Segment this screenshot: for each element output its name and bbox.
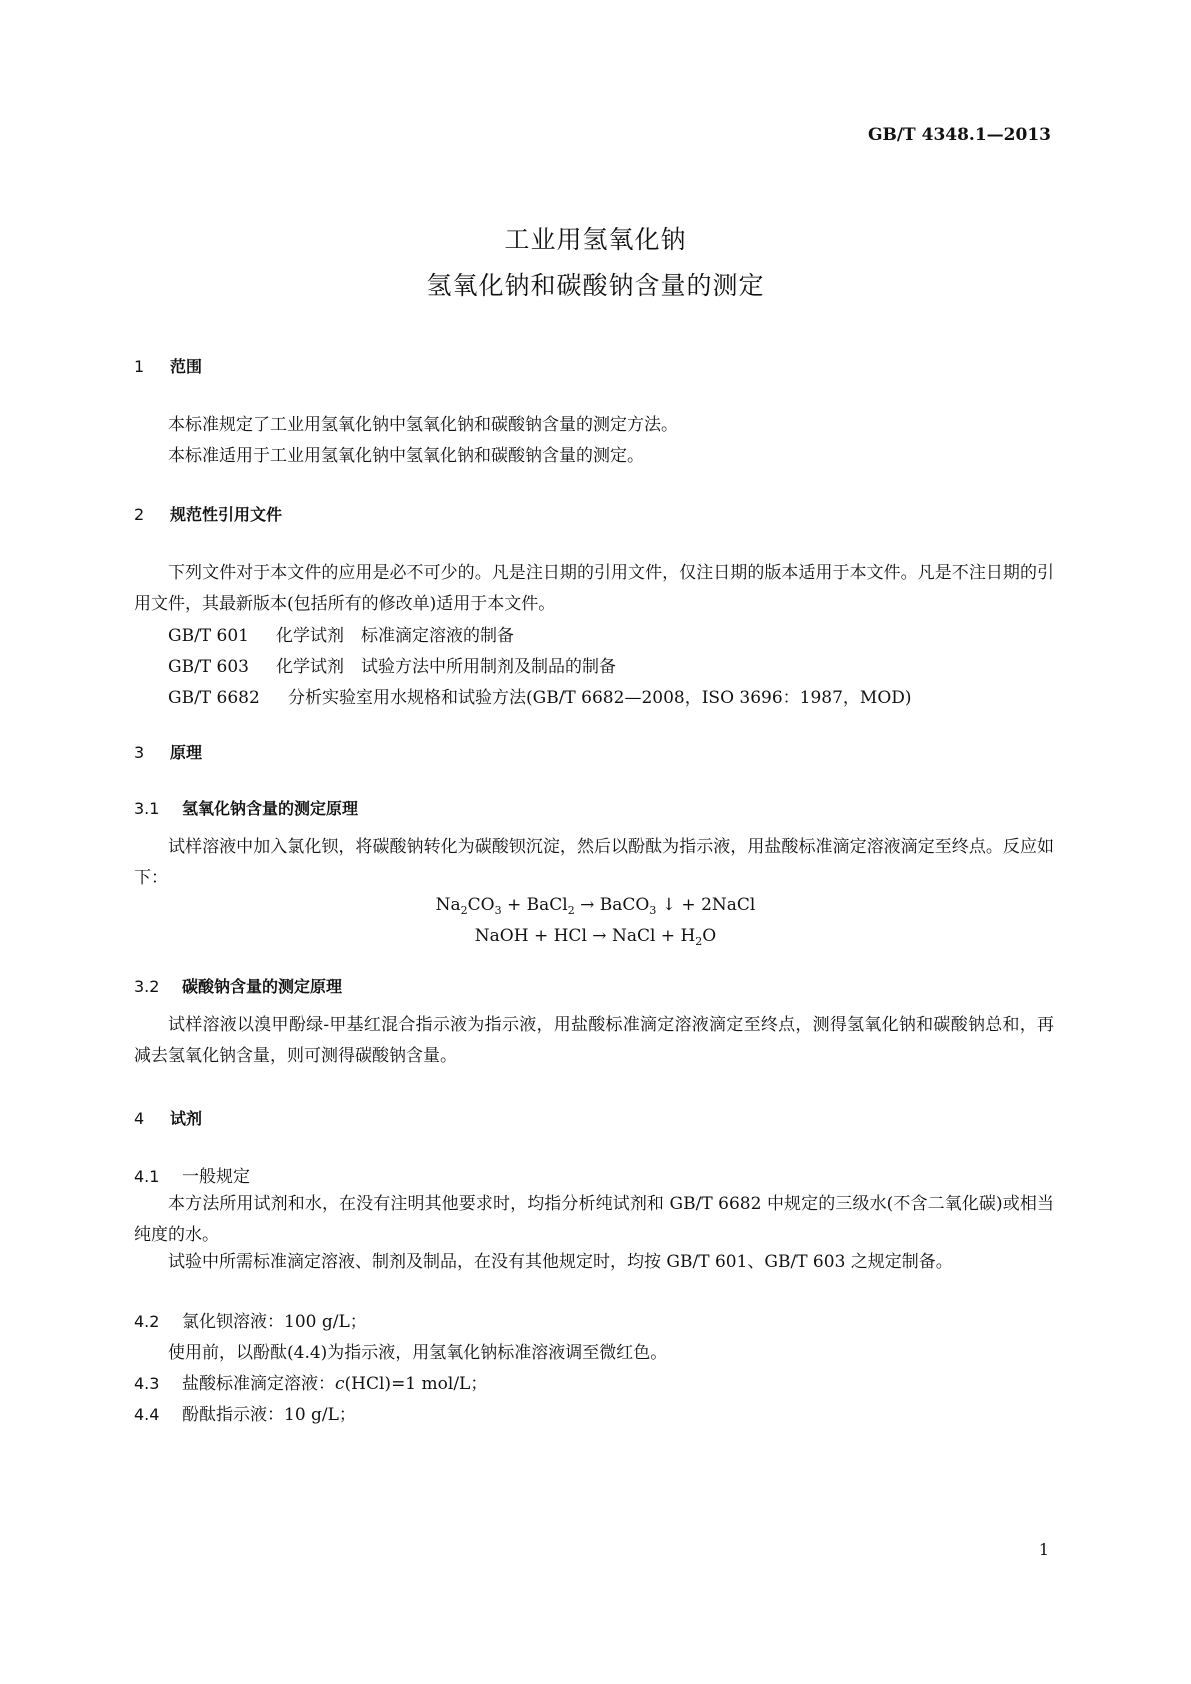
principle-3-2-paragraph: 试样溶液以溴甲酚绿-甲基红混合指示液为指示液，用盐酸标准滴定溶液滴定至终点，测得氢氧化钠和碳酸钠总和，再减去氢氧化钠含量，则可测得碳酸钠含量。 bbox=[134, 1015, 1054, 1066]
equation-1: $Na_2CO_3$ + BaCl$_2$ → BaCO$_3$ ↓ + 2NaCl bbox=[435, 895, 756, 917]
subsection-number: 3.2 bbox=[134, 977, 160, 996]
subsection-3-2-heading bbox=[134, 974, 342, 997]
reference-code: GB/T 603 bbox=[168, 657, 249, 677]
scope-paragraph-2: 本标准适用于工业用氢氧化钠中氢氧化钠和碳酸钠含量的测定。 bbox=[168, 446, 644, 466]
reference-code: GB/T 6682 bbox=[168, 688, 260, 708]
item-number: 4.3 bbox=[134, 1374, 160, 1393]
item-number: 4.2 bbox=[134, 1312, 160, 1331]
arrow-icon: → bbox=[586, 926, 612, 946]
subsection-4-1-heading bbox=[134, 1162, 250, 1187]
reference-item bbox=[168, 652, 616, 677]
item-text: 盐酸标准滴定溶液： bbox=[182, 1374, 335, 1394]
item-number: 4.4 bbox=[134, 1405, 160, 1424]
reagent-4-4 bbox=[134, 1400, 356, 1425]
reference-code: GB/T 601 bbox=[168, 626, 249, 646]
equation-2: NaOH + HCl → NaCl + $H_2O$ bbox=[474, 926, 717, 948]
concentration-symbol: c bbox=[335, 1374, 345, 1394]
scope-paragraph-1: 本标准规定了工业用氢氧化钠中氢氧化钠和碳酸钠含量的测定方法。 bbox=[168, 415, 678, 435]
item-text-value: (HCl)=1 mol/L； bbox=[344, 1374, 488, 1394]
subsection-title: 氢氧化钠含量的测定原理 bbox=[182, 799, 359, 818]
arrow-icon: → bbox=[574, 895, 600, 915]
section-3-heading bbox=[134, 740, 202, 763]
document-title-line-1: 工业用氢氧化钠 bbox=[504, 225, 687, 254]
document-title-line-2: 氢氧化钠和碳酸钠含量的测定 bbox=[426, 271, 765, 300]
general-paragraph-2: 试验中所需标准滴定溶液、制剂及制品，在没有其他规定时，均按 GB/T 601、GB/T 603 之规定制备。 bbox=[168, 1252, 953, 1272]
reagent-4-2-note: 使用前，以酚酞(4.4)为指示液，用氢氧化钠标准溶液调至微红色。 bbox=[168, 1343, 668, 1363]
reference-item bbox=[168, 621, 514, 646]
reference-item bbox=[168, 683, 912, 708]
reagent-4-3 bbox=[134, 1369, 487, 1394]
reference-title: 分析实验室用水规格和试验方法(GB/T 6682—2008，ISO 3696：1987，MOD) bbox=[288, 688, 912, 708]
subsection-number: 4.1 bbox=[134, 1167, 160, 1186]
section-number: 1 bbox=[134, 357, 145, 376]
section-title: 原理 bbox=[170, 743, 203, 762]
reference-title: 化学试剂 试验方法中所用制剂及制品的制备 bbox=[276, 657, 616, 677]
section-title: 试剂 bbox=[170, 1109, 203, 1128]
general-paragraph-1: 本方法所用试剂和水，在没有注明其他要求时，均指分析纯试剂和 GB/T 6682 中规定的三级水(不含二氧化碳)或相当纯度的水。 bbox=[134, 1194, 1054, 1245]
section-4-heading bbox=[134, 1106, 202, 1129]
section-title: 规范性引用文件 bbox=[170, 505, 283, 524]
item-text: 氯化钡溶液：100 g/L； bbox=[182, 1312, 367, 1332]
references-intro: 下列文件对于本文件的应用是必不可少的。凡是注日期的引用文件，仅注日期的版本适用于本文件。凡是不注日期的引用文件，其最新版本(包括所有的修改单)适用于本文件。 bbox=[134, 563, 1054, 614]
section-number: 2 bbox=[134, 505, 145, 524]
standard-number: GB/T 4348.1—2013 bbox=[867, 125, 1051, 145]
subsection-3-1-heading bbox=[134, 796, 358, 819]
item-text: 酚酞指示液：10 g/L； bbox=[182, 1405, 356, 1425]
section-1-heading bbox=[134, 354, 202, 377]
reagent-4-2 bbox=[134, 1307, 367, 1332]
section-number: 3 bbox=[134, 743, 145, 762]
principle-3-1-paragraph: 试样溶液中加入氯化钡，将碳酸钠转化为碳酸钡沉淀，然后以酚酞为指示液，用盐酸标准滴定溶液滴定至终点。反应如下： bbox=[134, 837, 1054, 888]
section-2-heading bbox=[134, 502, 282, 525]
subsection-title: 一般规定 bbox=[182, 1167, 250, 1187]
subsection-number: 3.1 bbox=[134, 799, 160, 818]
reference-title: 化学试剂 标准滴定溶液的制备 bbox=[276, 626, 514, 646]
page-number: 1 bbox=[1038, 1540, 1049, 1559]
subsection-title: 碳酸钠含量的测定原理 bbox=[182, 977, 343, 996]
section-number: 4 bbox=[134, 1109, 145, 1128]
section-title: 范围 bbox=[170, 357, 203, 376]
